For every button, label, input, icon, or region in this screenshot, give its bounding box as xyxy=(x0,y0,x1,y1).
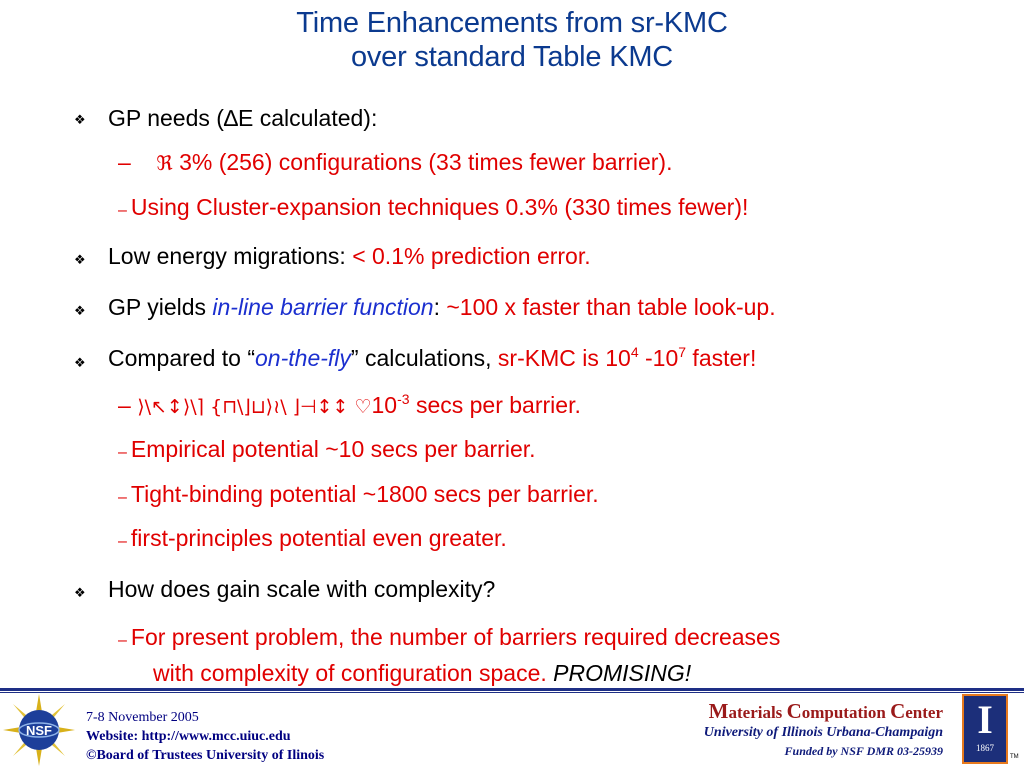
title-line-1: Time Enhancements from sr-KMC xyxy=(296,7,728,39)
tight-binding-text: Tight-binding potential ~1800 secs per barrier. xyxy=(130,481,599,507)
first-principles-text: first-principles potential even greater. xyxy=(130,525,507,551)
low-energy-line xyxy=(108,242,591,270)
exponent-7: 7 xyxy=(678,344,687,360)
diamond-bullet-icon: ❖ xyxy=(74,585,86,600)
compared-red-1: sr-KMC is 10 xyxy=(497,345,631,371)
dash: – xyxy=(118,489,127,506)
compared-text-2: ” calculations, xyxy=(350,345,498,371)
diamond-bullet-icon: ❖ xyxy=(74,303,86,318)
configs-line xyxy=(118,148,672,177)
how-line xyxy=(108,575,495,603)
compared-red-3: faster! xyxy=(686,345,757,371)
compared-text: Compared to “ xyxy=(108,345,256,371)
nsf-logo-text: NSF xyxy=(26,723,52,738)
dash: – xyxy=(118,444,127,461)
diamond-bullet-icon: ❖ xyxy=(74,355,86,370)
dash: – xyxy=(118,632,127,649)
garbled-text: secs per barrier. xyxy=(409,392,581,418)
mcc-aterials: aterials xyxy=(728,703,787,722)
title-line-2: over standard Table KMC xyxy=(350,41,674,73)
present-line-2 xyxy=(153,659,691,687)
how-text: How does gain scale with complexity? xyxy=(108,576,496,602)
dash: – xyxy=(118,149,131,175)
illinois-logo xyxy=(962,694,1008,764)
gp-needs-line xyxy=(108,104,377,132)
present-line-1 xyxy=(118,623,780,655)
low-energy-text: Low energy migrations: xyxy=(108,243,353,269)
dash: – xyxy=(118,202,127,219)
mcc-name xyxy=(704,700,943,724)
first-principles-line xyxy=(118,524,507,556)
diamond-bullet-icon: ❖ xyxy=(74,112,86,127)
configs-text: 3% (256) configurations (33 times fewer barrier). xyxy=(179,149,673,175)
inline-barrier-function: in-line barrier function xyxy=(212,294,434,320)
compared-red-2: -10 xyxy=(638,345,679,371)
exponent-minus-3: -3 xyxy=(397,391,410,407)
footer-copyright: ©Board of Trustees University of Ilinois xyxy=(86,748,325,763)
mcc-C2: C xyxy=(890,699,906,723)
present-text-1: For present problem, the number of barriers required decreases xyxy=(130,624,781,650)
illinois-i-icon: I xyxy=(977,697,993,742)
tight-binding-line xyxy=(118,480,599,512)
footer-rule xyxy=(0,688,1024,691)
promising: PROMISING! xyxy=(553,660,692,686)
gp-yields-text: GP yields xyxy=(108,294,213,320)
exponent-4: 4 xyxy=(630,344,639,360)
mcc-omputation: omputation xyxy=(801,703,891,722)
gp-yields-line xyxy=(108,293,776,321)
illinois-year: 1867 xyxy=(976,743,994,753)
footer-website[interactable]: Website: http://www.mcc.uiuc.edu xyxy=(86,729,291,744)
mcc-C: C xyxy=(786,699,802,723)
low-energy-error: < 0.1% prediction error. xyxy=(352,243,591,269)
footer-right xyxy=(704,700,943,760)
mcc-M: M xyxy=(708,699,729,723)
compared-line xyxy=(108,344,756,372)
cluster-text: Using Cluster-expansion techniques 0.3% (330 times fewer)! xyxy=(130,194,749,220)
empirical-line xyxy=(118,435,536,467)
gp-needs-text: GP needs (∆E calculated): xyxy=(108,105,378,131)
dash: – xyxy=(118,392,131,418)
real-part-symbol: ℜ xyxy=(156,151,173,175)
dash: – xyxy=(118,533,127,550)
uiuc-name: University of Illinois Urbana-Champaign xyxy=(703,725,943,740)
garbled-glyphs: ⟩\↖↕⟩\⌉ {⊓\⌋⊔⟩≀\ ⌋⊣↕↕ ♡ xyxy=(137,396,372,418)
mcc-enter: enter xyxy=(905,703,943,722)
footer-date: 7-8 November 2005 xyxy=(86,710,199,725)
footer-rule-thin xyxy=(0,692,1024,693)
gp-yields-colon: : xyxy=(433,294,447,320)
gp-yields-speedup: ~100 x faster than table look-up. xyxy=(446,294,776,320)
cluster-line xyxy=(118,193,748,225)
nsf-logo xyxy=(2,693,76,767)
on-the-fly: on-the-fly xyxy=(255,345,351,371)
nsf-funding: Funded by NSF DMR 03-25939 xyxy=(784,744,943,758)
garbled-line xyxy=(118,391,581,421)
slide-title xyxy=(0,6,1024,74)
diamond-bullet-icon: ❖ xyxy=(74,252,86,267)
trademark: TM xyxy=(1010,754,1019,760)
garbled-ten: 10 xyxy=(371,392,398,418)
present-text-2: with complexity of configuration space. xyxy=(153,660,554,686)
footer-left xyxy=(86,708,324,765)
empirical-text: Empirical potential ~10 secs per barrier. xyxy=(130,436,536,462)
